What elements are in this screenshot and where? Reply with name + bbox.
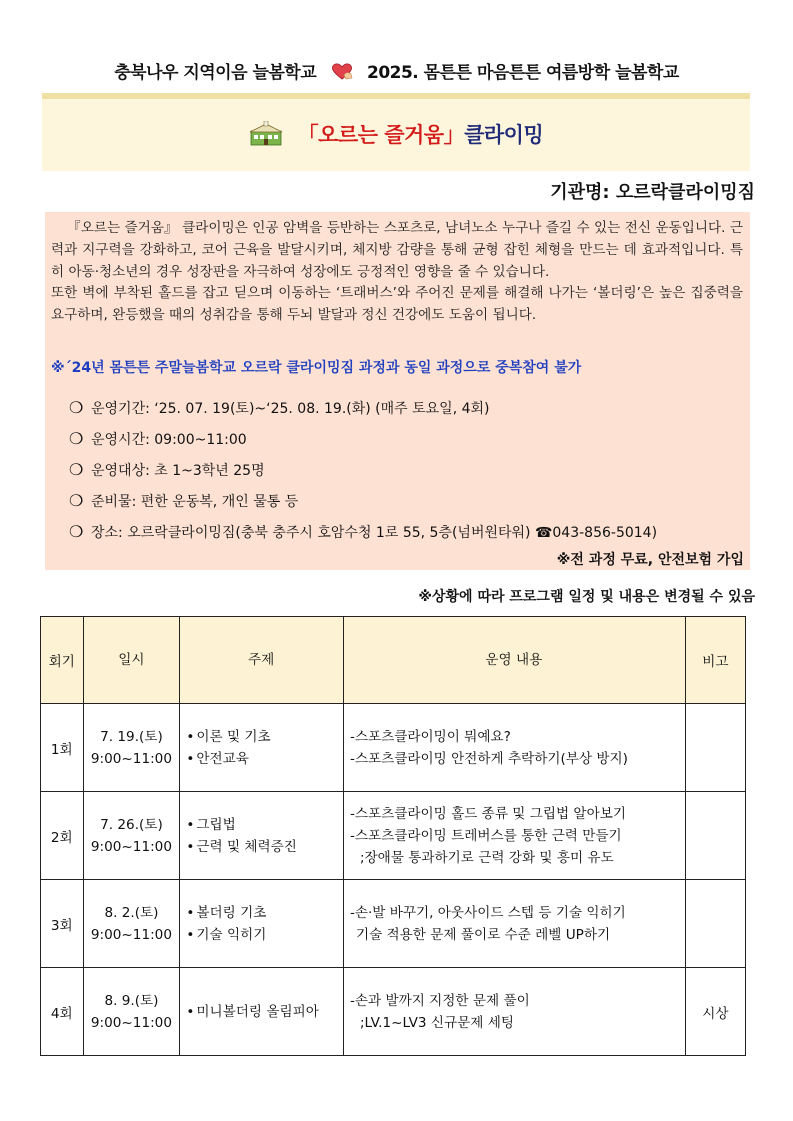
table-row bbox=[41, 792, 746, 880]
cell-topic bbox=[180, 880, 344, 968]
content-line: 기술 적용한 문제 풀이로 수준 레벨 UP하기 bbox=[355, 926, 611, 943]
content-line: ;LV.1~LV3 신규문제 세팅 bbox=[359, 1014, 514, 1031]
topic-item: • 기술 익히기 bbox=[186, 924, 342, 946]
topic-item: • 미니볼더링 올림피아 bbox=[186, 1001, 342, 1023]
cell-date bbox=[83, 968, 180, 1056]
circle-bullet-icon: ❍ bbox=[69, 460, 84, 479]
cell-date bbox=[83, 880, 180, 968]
time-text: 9:00~11:00 bbox=[90, 1014, 172, 1031]
date-text: 7. 26.(토) bbox=[100, 816, 163, 833]
detail-text: 운영시간: 09:00~11:00 bbox=[91, 431, 247, 448]
content-line: -스포츠클라이밍이 뭐예요? bbox=[349, 728, 511, 745]
circle-bullet-icon: ❍ bbox=[69, 398, 84, 417]
cell-note bbox=[685, 792, 745, 880]
program-info-box bbox=[45, 212, 750, 570]
header-date: 일시 bbox=[83, 617, 180, 704]
cell-round: 3회 bbox=[41, 880, 84, 968]
cell-content bbox=[343, 704, 685, 792]
header-round: 회기 bbox=[41, 617, 84, 704]
program-details bbox=[69, 392, 739, 547]
date-text: 8. 2.(토) bbox=[104, 904, 159, 921]
content-line: ;장애물 통과하기로 근력 강화 및 흥미 유도 bbox=[359, 849, 614, 866]
program-description bbox=[51, 218, 743, 327]
cell-note bbox=[685, 880, 745, 968]
school-icon bbox=[249, 121, 283, 152]
topic-item: • 안전교육 bbox=[186, 748, 342, 770]
time-text: 9:00~11:00 bbox=[90, 838, 172, 855]
description-paragraph: 『오르는 즐거움』 클라이밍은 인공 암벽을 등반하는 스포츠로, 남녀노소 누구나 즐길 수 있는 전신 운동입니다. 근력과 지구력을 강화하고, 코어 근육을 발달시키며, 체지방 감량을 통해 균형 잡힌 체형을 만드는 데 효과적입니다. 특히 아동·청소년의 경우 성장판을 자극하여 성장에도 긍정적인 영향을 줄 수 있습니다. bbox=[51, 220, 743, 280]
duplicate-notice: ※´24년 몸튼튼 주말늘봄학교 오르락 클라이밍짐 과정과 동일 과정으로 중복참여 불가 bbox=[51, 360, 582, 376]
header-content: 운영 내용 bbox=[343, 617, 685, 704]
detail-location bbox=[69, 516, 739, 547]
table-row bbox=[41, 704, 746, 792]
cell-date bbox=[83, 792, 180, 880]
detail-target bbox=[69, 454, 739, 485]
cell-topic bbox=[180, 704, 344, 792]
header-topic: 주제 bbox=[180, 617, 344, 704]
time-text: 9:00~11:00 bbox=[90, 750, 172, 767]
detail-text: 운영대상: 초 1~3학년 25명 bbox=[91, 462, 265, 479]
cell-date bbox=[83, 704, 180, 792]
cell-content bbox=[343, 880, 685, 968]
content-line: -손과 발까지 지정한 문제 풀이 bbox=[349, 992, 530, 1009]
date-text: 8. 9.(토) bbox=[104, 992, 159, 1009]
table-row bbox=[41, 880, 746, 968]
detail-period bbox=[69, 392, 739, 423]
schedule-table bbox=[40, 616, 746, 1056]
heart-hand-icon bbox=[330, 61, 354, 86]
agency-name: 기관명: 오르락클라이밍짐 bbox=[550, 182, 755, 203]
title-rest: 클라이밍 bbox=[464, 123, 544, 147]
cell-note bbox=[685, 704, 745, 792]
header-note: 비고 bbox=[685, 617, 745, 704]
detail-time bbox=[69, 423, 739, 454]
cell-content bbox=[343, 968, 685, 1056]
cell-round: 1회 bbox=[41, 704, 84, 792]
detail-text: 장소: 오르락클라이밍짐(충북 충주시 호암수청 1로 55, 5층(넘버원타워) ☎043-856-5014) bbox=[91, 524, 658, 541]
topic-item: • 근력 및 체력증진 bbox=[186, 836, 342, 858]
detail-supplies bbox=[69, 485, 739, 516]
date-text: 7. 19.(토) bbox=[100, 728, 163, 745]
content-line: -스포츠클라이밍 홀드 종류 및 그립법 알아보기 bbox=[349, 805, 626, 822]
program-name-right: 2025. 몸튼튼 마음튼튼 여름방학 늘봄학교 bbox=[366, 63, 679, 83]
cell-round: 2회 bbox=[41, 792, 84, 880]
circle-bullet-icon: ❍ bbox=[69, 491, 84, 510]
topic-item: • 볼더링 기초 bbox=[186, 902, 342, 924]
table-header-row bbox=[41, 617, 746, 704]
time-text: 9:00~11:00 bbox=[90, 926, 172, 943]
topic-item: • 이론 및 기초 bbox=[186, 726, 342, 748]
cell-note: 시상 bbox=[685, 968, 745, 1056]
content-line: -스포츠클라이밍 트레버스를 통한 근력 만들기 bbox=[349, 827, 622, 844]
schedule-change-note: ※상황에 따라 프로그램 일정 및 내용은 변경될 수 있음 bbox=[418, 589, 755, 605]
topic-item: • 그립법 bbox=[186, 814, 342, 836]
description-paragraph: 또한 벽에 부착된 홀드를 잡고 딛으며 이동하는 ‘트래버스’와 주어진 문제를 해결해 나가는 ‘볼더링’은 높은 집중력을 요구하며, 완등했을 때의 성취감을 통해 두뇌 발달과 정신 건강에도 도움이 됩니다. bbox=[51, 285, 743, 324]
program-header bbox=[40, 58, 753, 86]
program-name-left: 충북나우 지역이음 늘봄학교 bbox=[114, 63, 317, 83]
content-line: -손·발 바꾸기, 아웃사이드 스텝 등 기술 익히기 bbox=[349, 904, 626, 921]
circle-bullet-icon: ❍ bbox=[69, 522, 84, 541]
circle-bullet-icon: ❍ bbox=[69, 429, 84, 448]
detail-text: 준비물: 편한 운동복, 개인 물통 등 bbox=[91, 493, 299, 510]
cell-topic bbox=[180, 968, 344, 1056]
title-accent: 「오르는 즐거움」 bbox=[297, 123, 465, 147]
table-row bbox=[41, 968, 746, 1056]
cell-round: 4회 bbox=[41, 968, 84, 1056]
title-banner bbox=[42, 93, 750, 171]
cell-content bbox=[343, 792, 685, 880]
content-line: -스포츠클라이밍 안전하게 추락하기(부상 방지) bbox=[349, 750, 628, 767]
cell-topic bbox=[180, 792, 344, 880]
free-note: ※전 과정 무료, 안전보험 가입 bbox=[556, 552, 744, 568]
detail-text: 운영기간: ‘25. 07. 19(토)~‘25. 08. 19.(화) (매주 토요일, 4회) bbox=[91, 400, 490, 417]
